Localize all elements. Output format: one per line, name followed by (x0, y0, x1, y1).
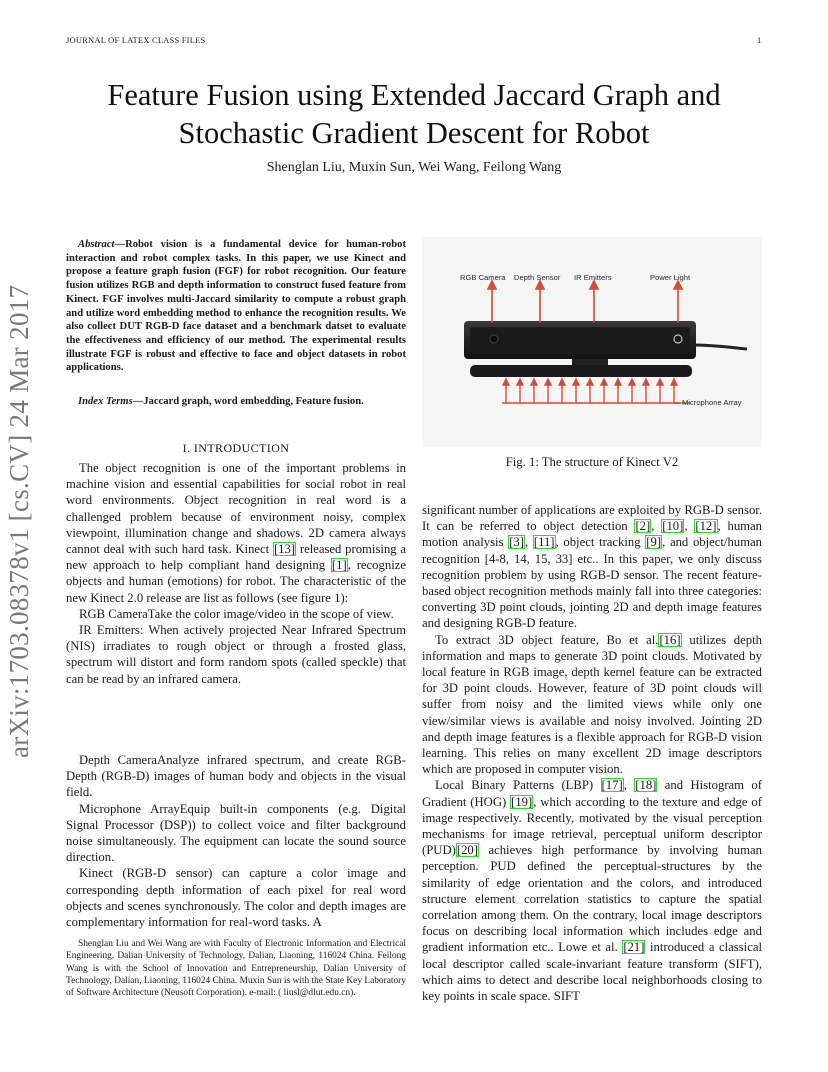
citation-10[interactable]: [10] (662, 519, 684, 534)
text-run: Local Binary Patterns (LBP) (435, 778, 601, 793)
kinect-figure (422, 237, 762, 447)
citation-9[interactable]: [9] (646, 535, 662, 550)
text-run: , (651, 519, 662, 534)
intro-column-upper (66, 460, 406, 687)
citation-16[interactable]: [16] (659, 632, 681, 647)
text-run: and Histogram of Gradient (HOG) (422, 778, 762, 809)
text-run: , (524, 535, 533, 550)
label-microphone-array: Microphone Array (682, 398, 742, 407)
right-column-body (422, 502, 762, 1004)
abstract-text: —Robot vision is a fundamental device for human-robot interaction and robot complex tasks. In this paper, we use Kinect and propose a feature graph fusion (FGF) for robot recognition. Our feature fusion utilizes RGB and depth information to construct fused feature from Kinect. FGF involves multi-Jaccard similarity to compute a robust graph and utilize word embedding method to enhance the recognition results. We also collect DUT RGB-D face dataset and a benchmark datset to evaluate the effectiveness and efficiency of our method. The experimental results illustrate FGF is robust and effective to face and object datasets in robot applications. (66, 239, 406, 374)
citation-1[interactable]: [1] (331, 558, 347, 573)
citation-19[interactable]: [19] (511, 794, 533, 809)
text-run: , which according to the texture and edge of image respectively. Recently, motivated by the visual perception mechanisms for image retrieval, perceptual uniform descriptor (PUD) (422, 794, 762, 858)
text-run: The object recognition is one of the important problems in machine vision and essential capabilities for social robot in real word environments. Object recognition in real word is a challenged problem because of environment noisy, complex viewpoint, illumination change and shadows. 2D camera always cannot deal with such hard task. Kinect (66, 461, 406, 557)
abstract-label: Abstract (78, 239, 115, 250)
cable (692, 345, 747, 349)
intro-column-lower (66, 752, 406, 930)
citation-3[interactable]: [3] (509, 535, 524, 550)
text-run: , recognize objects and human (emotions) for robot. The characteristic of the new Kinect 2.0 release are list as follows (see figure 1): (66, 558, 406, 605)
title-line-1: Feature Fusion using Extended Jaccard Graph and (107, 78, 721, 112)
text-run: , human motion analysis (422, 519, 763, 550)
text-run: released promising a new approach to help compliant hand designing (66, 542, 406, 573)
intro-paragraph-depth-camera: Depth CameraAnalyze infrared spectrum, and create RGB-Depth (RGB-D) images of human body and objects in the visual field. (66, 753, 406, 800)
citation-12[interactable]: [12] (695, 519, 717, 534)
text-run: utilizes depth information and maps to generate 3D point clouds. Motivated by local feature in RGB image, depth kernel feature can be extracted for 3D point clouds. However, feature of 3D point clouds will suffer from noisy and the limited views while only one view/similar views is available and noisy involved. Jointing 2D and depth image features is a flexible approach for RGB-D vision learning. This relies on many excellent 2D image descriptors which are proposed in computer vision. (422, 632, 762, 777)
intro-paragraph-kinect: Kinect (RGB-D sensor) can capture a color image and corresponding depth information of each pixel for real word objects and scenes synchronously. The color and depth images are complementary information for real-word tasks. A (66, 866, 406, 930)
intro-paragraph-1 (66, 460, 406, 606)
title-line-2: Stochastic Gradient Descent for Robot (178, 116, 650, 150)
intro-paragraph-rgb-camera: RGB CameraTake the color image/video in the scope of view. (79, 606, 394, 621)
label-ir-emitters: IR Emitters (574, 273, 612, 282)
text-run: , (623, 778, 635, 793)
journal-header: JOURNAL OF LATEX CLASS FILES (66, 35, 206, 45)
rgb-lens (490, 335, 498, 343)
kinect-base (470, 365, 692, 377)
text-run: significant number of applications are exploited by RGB-D sensor. It can be referred to object detection (422, 503, 762, 534)
index-terms-text: —Jaccard graph, word embedding, Feature fusion. (132, 396, 364, 407)
text-run: , object tracking (555, 535, 646, 550)
index-terms-label: Index Terms (78, 396, 133, 407)
citation-2[interactable]: [2] (635, 519, 651, 534)
callout-arrows-top (488, 281, 682, 323)
text-run: , (684, 519, 695, 534)
arxiv-stamp[interactable]: arXiv:1703.08378v1 [cs.CV] 24 Mar 2017 (4, 284, 34, 758)
section-heading-introduction: I. INTRODUCTION (182, 441, 290, 455)
intro-paragraph-microphone: Microphone ArrayEquip built-in components (e.g. Digital Signal Processor (DSP)) to collect voice and filter background noise simultaneously. The equipment can locate the sound source direction. (66, 801, 406, 865)
text-run: achieves high performance by involving human perception. PUD defined the perceptual-structures by the similarity of edge orientation and the colors, and introduced structure element correlation statistics to capture the spatial correlation among them. On the contrary, local image descriptors focus on describing local information which includes edge and gradient information etc.. Lowe et al. (422, 843, 762, 955)
label-power-light: Power Light (650, 273, 691, 282)
right-paragraph-3 (422, 777, 762, 1004)
paper-title (60, 76, 768, 152)
abstract (66, 238, 406, 375)
label-depth-sensor: Depth Sensor (514, 273, 561, 282)
citation-21[interactable]: [21] (623, 940, 645, 955)
label-rgb-camera: RGB Camera (460, 273, 506, 282)
citation-13[interactable]: [13] (273, 542, 296, 557)
author-list: Shenglan Liu, Muxin Sun, Wei Wang, Feilong Wang (266, 160, 562, 175)
right-paragraph-1 (422, 502, 762, 632)
citation-20[interactable]: [20] (456, 843, 478, 858)
kinect-diagram (422, 237, 762, 447)
index-terms (66, 395, 406, 409)
citation-18[interactable]: [18] (635, 778, 657, 793)
figure-caption: Fig. 1: The structure of Kinect V2 (505, 455, 679, 469)
kinect-front-panel (470, 327, 690, 353)
text-run: , and object/human recognition [4-8, 14, 15, 33] etc.. In this paper, we only discuss recognition problem by using RGB-D sensor. The recent feature-based object recognition methods mainly fall into three categories: converting 3D point clouds, jointing 2D and depth image features and designing RGB-D feature. (422, 535, 762, 631)
author-footnote: Shenglan Liu and Wei Wang are with Faculty of Electronic Information and Electrical Engineering, Dalian University of Technology, Dalian, Liaoning, 116024 China. Feilong Wang is with the School of Innovation and Entrepreneurship, Dalian University of Technology, Dalian, Liaoning, 116024 China. Muxin Sun is with the State Key Laboratory of Software Architecture (Neusoft Corporation). e-mail: ( liusl@dlut.edu.cn). (66, 939, 406, 999)
text-run: introduced a classical local descriptor called scale-invariant feature transform (SIFT), which aims to detect and describe local neighborhoods closing to key points in scale space. SIFT (422, 940, 762, 1004)
page-number: 1 (757, 35, 762, 45)
citation-17[interactable]: [17] (601, 778, 623, 793)
text-run: To extract 3D object feature, Bo et al. (435, 632, 659, 647)
citation-11[interactable]: [11] (533, 535, 555, 550)
right-paragraph-2 (422, 632, 762, 778)
intro-paragraph-ir-emitters: IR Emitters: When actively projected Near Infrared Spectrum (NIS) irradiates to rough object or through a frosted glass, spectrum will distort and form random spots (called speckle) that can be read by an infrared camera. (66, 623, 406, 686)
microphone-array-bars (503, 379, 678, 403)
